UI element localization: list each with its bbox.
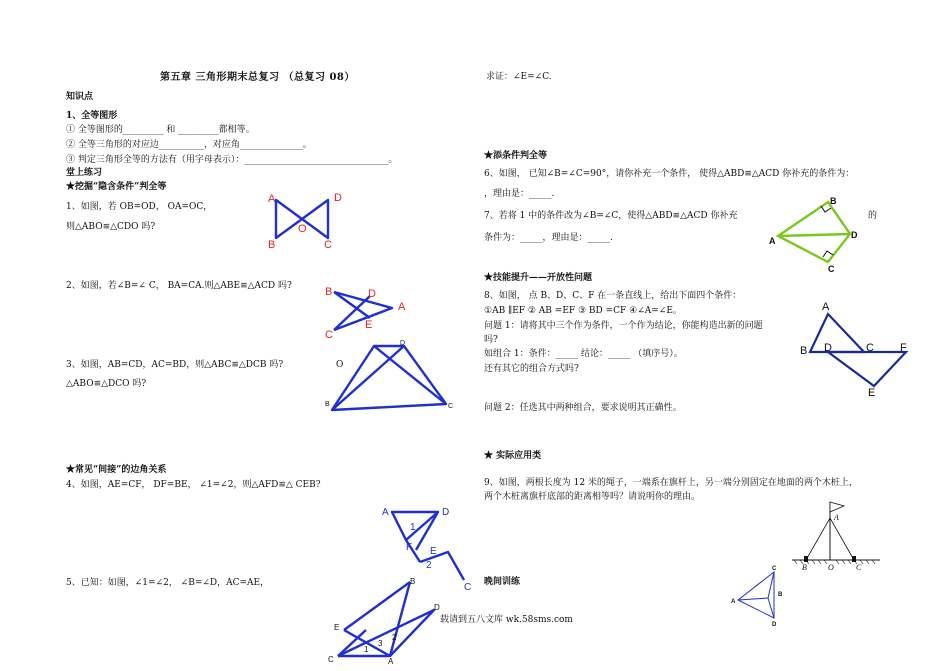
open-problem-heading: ★技能提升——开放性问题 <box>484 273 593 283</box>
fig8-label: E <box>868 387 876 399</box>
figure-10 <box>728 562 792 628</box>
figure-9-flagpole <box>788 494 888 576</box>
figure-6 <box>766 192 866 274</box>
fig2-label: B <box>325 286 333 298</box>
fig5-label: E <box>334 623 340 632</box>
fig10-label: D <box>772 622 777 628</box>
fig6-label: D <box>851 230 858 240</box>
fig4-label: 2 <box>426 560 432 571</box>
fig4-label: D <box>442 507 450 518</box>
fig4-label: F <box>406 542 413 553</box>
prove-statement: 求证：∠E=∠C. <box>486 72 552 82</box>
fig9-label: A <box>834 513 839 522</box>
hidden-condition-heading: ★挖掘“隐含条件”判全等 <box>66 182 167 192</box>
question-9b: 两个木桩离旗杆底部的距离相等吗？请说明你的理由。 <box>484 492 701 502</box>
knowledge-heading: 知识点 <box>66 92 94 102</box>
question-7a-tail: 的 <box>868 211 878 221</box>
add-condition-heading: ★添条件判全等 <box>484 151 548 161</box>
question-1b: 则△ABO≌△CDO 吗? <box>66 222 156 232</box>
fig8-label: C <box>866 342 874 354</box>
question-2: 2、如图，若∠B=∠ C， BA=CA.则△ABE≌△ACD 吗? <box>66 281 292 291</box>
fig1-label: C <box>324 239 332 251</box>
footer-watermark: 载请到五八文库 wk.58sms.com <box>440 615 573 625</box>
knowledge-item-2: ② 全等三角形的对应边__________，对应角______________。 <box>66 140 312 150</box>
fig6-label: C <box>828 264 835 274</box>
fig3-label: B <box>325 401 330 408</box>
question-8-p1b: 吗? <box>484 335 498 345</box>
fig5-label: C <box>328 655 334 664</box>
question-8-p2: 问题 2：任选其中两种组合，要求说明其正确性。 <box>484 403 682 413</box>
fig8-label: D <box>824 342 832 354</box>
fig9-label: O <box>828 563 834 572</box>
fig2-label: A <box>398 301 406 313</box>
page-title: 第五章 三角形期末总复习 （总复习 08） <box>160 72 355 83</box>
fig1-label: D <box>334 192 342 204</box>
question-9a: 9、如图，两根长度为 12 米的绳子，一端系在旗杆上，另一端分别固定在地面的两个木桩上， <box>484 478 858 488</box>
question-1a: 1、如图，若 OB=OD， OA=OC， <box>66 202 213 212</box>
fig5-label: 2 <box>392 633 397 642</box>
fig3-label: D <box>400 340 406 347</box>
fig8-label: B <box>800 345 808 357</box>
fig1-label: O <box>298 223 307 235</box>
question-4: 4、如图，AE=CF， DF=BE， ∠1=∠2，则△AFD≌△ CEB? <box>66 480 321 490</box>
fig8-label: A <box>822 301 830 313</box>
fig10-label: B <box>778 592 783 598</box>
question-5: 5、已知：如图，∠1=∠2， ∠B=∠D，AC=AE， <box>66 578 270 588</box>
fig4-label: A <box>382 507 389 518</box>
fig9-label: B <box>802 563 807 572</box>
fig1-label: B <box>268 239 276 251</box>
fig4-label: 1 <box>410 522 416 533</box>
practice-heading: 堂上练习 <box>66 168 103 178</box>
fig8-label: F <box>900 342 907 354</box>
question-3b: △ABO≌△DCO 吗? <box>66 379 147 389</box>
question-8-combo: 如组合 1：条件：_____ 结论：_____ （填序号）。 <box>484 349 683 359</box>
question-6a: 6、如图， 已知∠B=∠C=90°，请你补充一个条件， 使得△ABD≌△ACD 你补充的条件为： <box>484 169 855 179</box>
figure-1-bowtie <box>262 188 352 250</box>
application-heading: ★ 实际应用类 <box>484 451 542 461</box>
question-8-conditions: ①AB ∥EF ② AB =EF ③ BD =CF ④∠A=∠E。 <box>484 306 682 316</box>
fig4-label: C <box>464 582 472 593</box>
knowledge-item-1: ① 全等图形的_________ 和 _________都相等。 <box>66 125 255 135</box>
fig5-label: B <box>410 577 416 586</box>
fig5-label: A <box>388 657 394 666</box>
question-7b: 条件为：_____，理由是：_____. <box>484 233 613 243</box>
question-8-p1a: 问题 1：请将其中三个作为条件，一个作为结论，你能构造出新的问题 <box>484 321 763 331</box>
figure-2 <box>322 282 412 342</box>
question-3-o: O <box>336 360 344 370</box>
fig1-label: A <box>268 193 276 205</box>
fig10-label: A <box>731 599 736 605</box>
figure-3 <box>324 338 459 418</box>
night-practice-heading: 晚间训练 <box>484 577 521 587</box>
fig6-label: B <box>830 196 837 206</box>
question-6b: ，理由是：_____. <box>484 189 555 199</box>
fig2-label: E <box>365 319 373 331</box>
question-8-other: 还有其它的组合方式吗? <box>484 364 579 374</box>
fig2-label: D <box>368 288 376 300</box>
question-7a: 7、若将 1 中的条件改为∠B=∠C，使得△ABD≌△ACD 你补充 <box>484 211 738 221</box>
question-8: 8、如图， 点 B、D、C、F 在一条直线上，给出下面四个条件： <box>484 291 742 301</box>
fig5-label: 3 <box>378 639 383 648</box>
fig10-label: C <box>772 566 777 572</box>
fig3-label: C <box>448 403 454 410</box>
figure-8 <box>798 298 914 402</box>
knowledge-item-3: ③ 判定三角形全等的方法有（用字母表示）：________________________________。 <box>66 155 398 165</box>
congruent-heading: 1、全等图形 <box>66 111 118 121</box>
fig9-label: C <box>856 563 862 572</box>
fig6-label: A <box>769 236 776 246</box>
fig5-label: D <box>434 603 440 612</box>
indirect-heading: ★常见“间接”的边角关系 <box>66 465 167 475</box>
fig2-label: C <box>325 329 333 341</box>
fig5-label: 1 <box>364 645 369 654</box>
question-3: 3、如图，AB=CD，AC=BD，则△ABC≌△DCB 吗? <box>66 360 284 370</box>
fig4-label: E <box>430 546 437 557</box>
figure-5 <box>326 574 450 666</box>
